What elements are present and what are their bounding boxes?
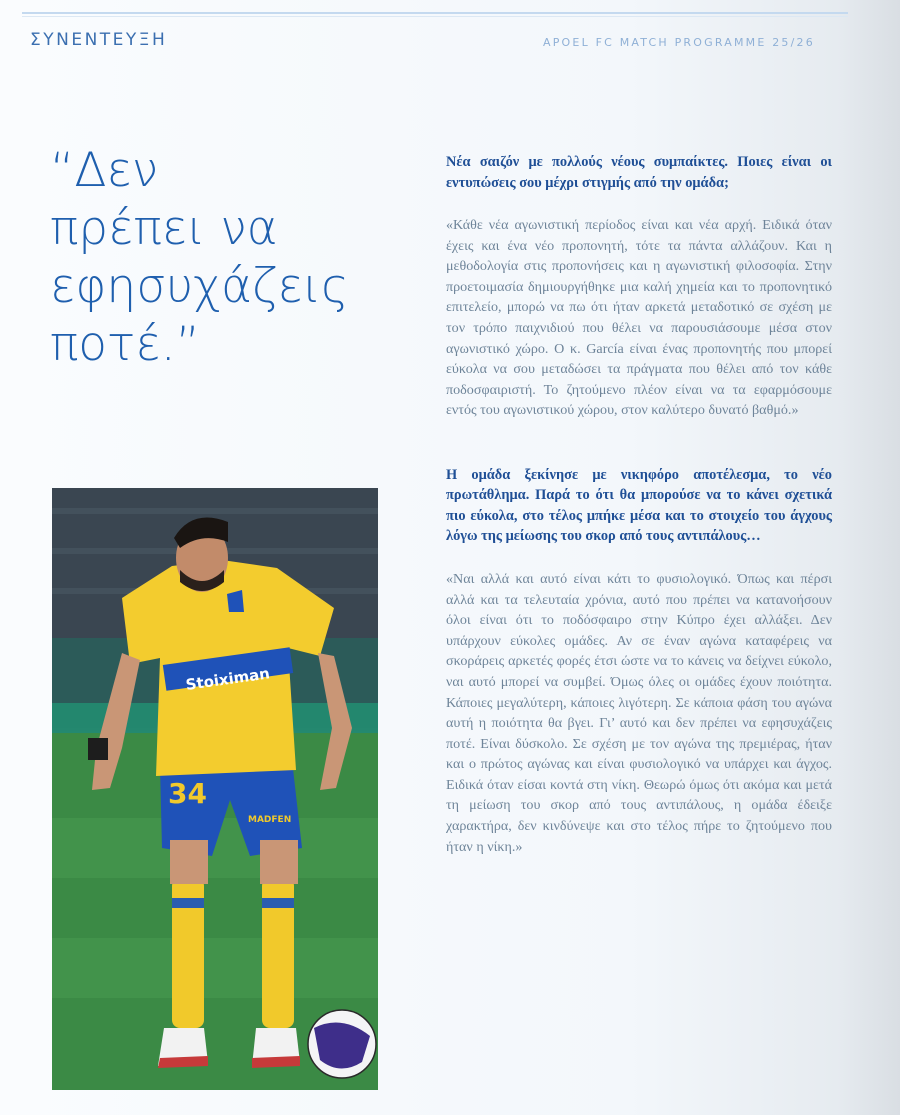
interview-question: Η ομάδα ξεκίνησε με νικηφόρο αποτέλεσμα, το νέο πρωτάθλημα. Παρά το ότι θα μπορούσε να το κάνει σχετικά πιο εύκολα, στο τέλος μπήκε μέσα και το στοιχείο του άγχους λόγω της μείωσης του σκορ από τους αντιπάλους… bbox=[446, 466, 832, 545]
section-label: ΣΥΝΕΝΤΕΥΞΗ bbox=[30, 30, 168, 50]
pull-quote bbox=[50, 142, 430, 374]
programme-label: APOEL FC MATCH PROGRAMME 25/26 bbox=[543, 36, 815, 49]
interview-answer: «Κάθε νέα αγωνιστική περίοδος είναι και νέα αρχή. Ειδικά όταν έχεις και ένα νέο προπονητή, τότε τα πάντα αλλάζουν. Και η μεθοδολογία στις προπονήσεις και η αγωνιστική φιλοσοφία. Στην προετοιμασία δημιουργήθηκε μια καλή χημεία και το προπονητικό επιτελείο, μπορώ να πω ότι ήταν αρκετά μεταδοτικό σε σχέση με τον τρόπο παιχνιδιού που θέλει να παρουσιάσουμε μέσα στον αγωνιστικό χώρο. Ο κ. García είναι ένας προπονητής που μπορεί εύκολα να σου μεταδώσει τα πράγματα που θέλει από τον κάθε ποδοσφαιριστή. Το ζητούμενο πλέον είναι να τα εφαρμόσουμε εντός του αγωνιστικού χώρου, στον καλύτερο δυνατό βαθμό.» bbox=[446, 217, 832, 419]
pull-quote-line: πρέπει να bbox=[50, 201, 278, 256]
player-illustration bbox=[52, 488, 378, 1090]
top-rule bbox=[22, 12, 848, 17]
shirt-number: 34 bbox=[168, 777, 207, 810]
interview-answer: «Ναι αλλά και αυτό είναι κάτι το φυσιολογικό. Όπως και πέρσι αλλά και τα τελευταία χρόνια, αυτό που πρέπει να κατανοήσουν όλοι είναι ότι το ποδόσφαιρο στην Κύπρο έχει αλλάξει. Δεν υπάρχουν εύκολες ομάδες. Αν σε έναν αγώνα καταφέρεις να σκοράρεις αρκετές φορές έτσι ώστε να το κάνεις να δείχνει εύκολο, ναι αυτό μπορεί να συμβεί. Όμως όλες οι ομάδες έχουν ποιότητα. Κάποιες μεγαλύτερη, κάποιες λιγότερη. Σε κάποια φάση του αγώνα αυτή η ποιότητα θα βγει. Γι’ αυτό και δεν πρέπει να εφησυχάζεις ποτέ. Είναι δύσκολο. Σε σχέση με τον αγώνα της πρεμιέρας, ήταν και ο πρώτος αγώνας και είναι φυσιολογικό να υπάρχει και άγχος. Ειδικά όταν είσαι κοντά στη νίκη. Θεωρώ όμως ότι ακόμα και μετά τη μείωση του σκορ από τους αντιπάλους, η ομάδα έδειξε χαρακτήρα, δεν κινδύνεψε και στο τέλος πήρε το ζητούμενο που ήταν η νίκη.» bbox=[446, 570, 832, 855]
interview-column bbox=[446, 152, 832, 857]
shorts-sponsor: MADFEN bbox=[248, 815, 292, 825]
shirt-sponsor: Stoiximan bbox=[184, 664, 271, 694]
pull-quote-line: εφησυχάζεις bbox=[50, 259, 349, 314]
interview-question: Νέα σαιζόν με πολλούς νέους συμπαίκτες. Ποιες είναι οι εντυπώσεις σου μέχρι στιγμής από την ομάδα; bbox=[446, 154, 832, 191]
pull-quote-line: ποτέ.” bbox=[50, 317, 201, 372]
pull-quote-line: “Δεν bbox=[50, 143, 159, 198]
player-photo bbox=[52, 488, 378, 1090]
